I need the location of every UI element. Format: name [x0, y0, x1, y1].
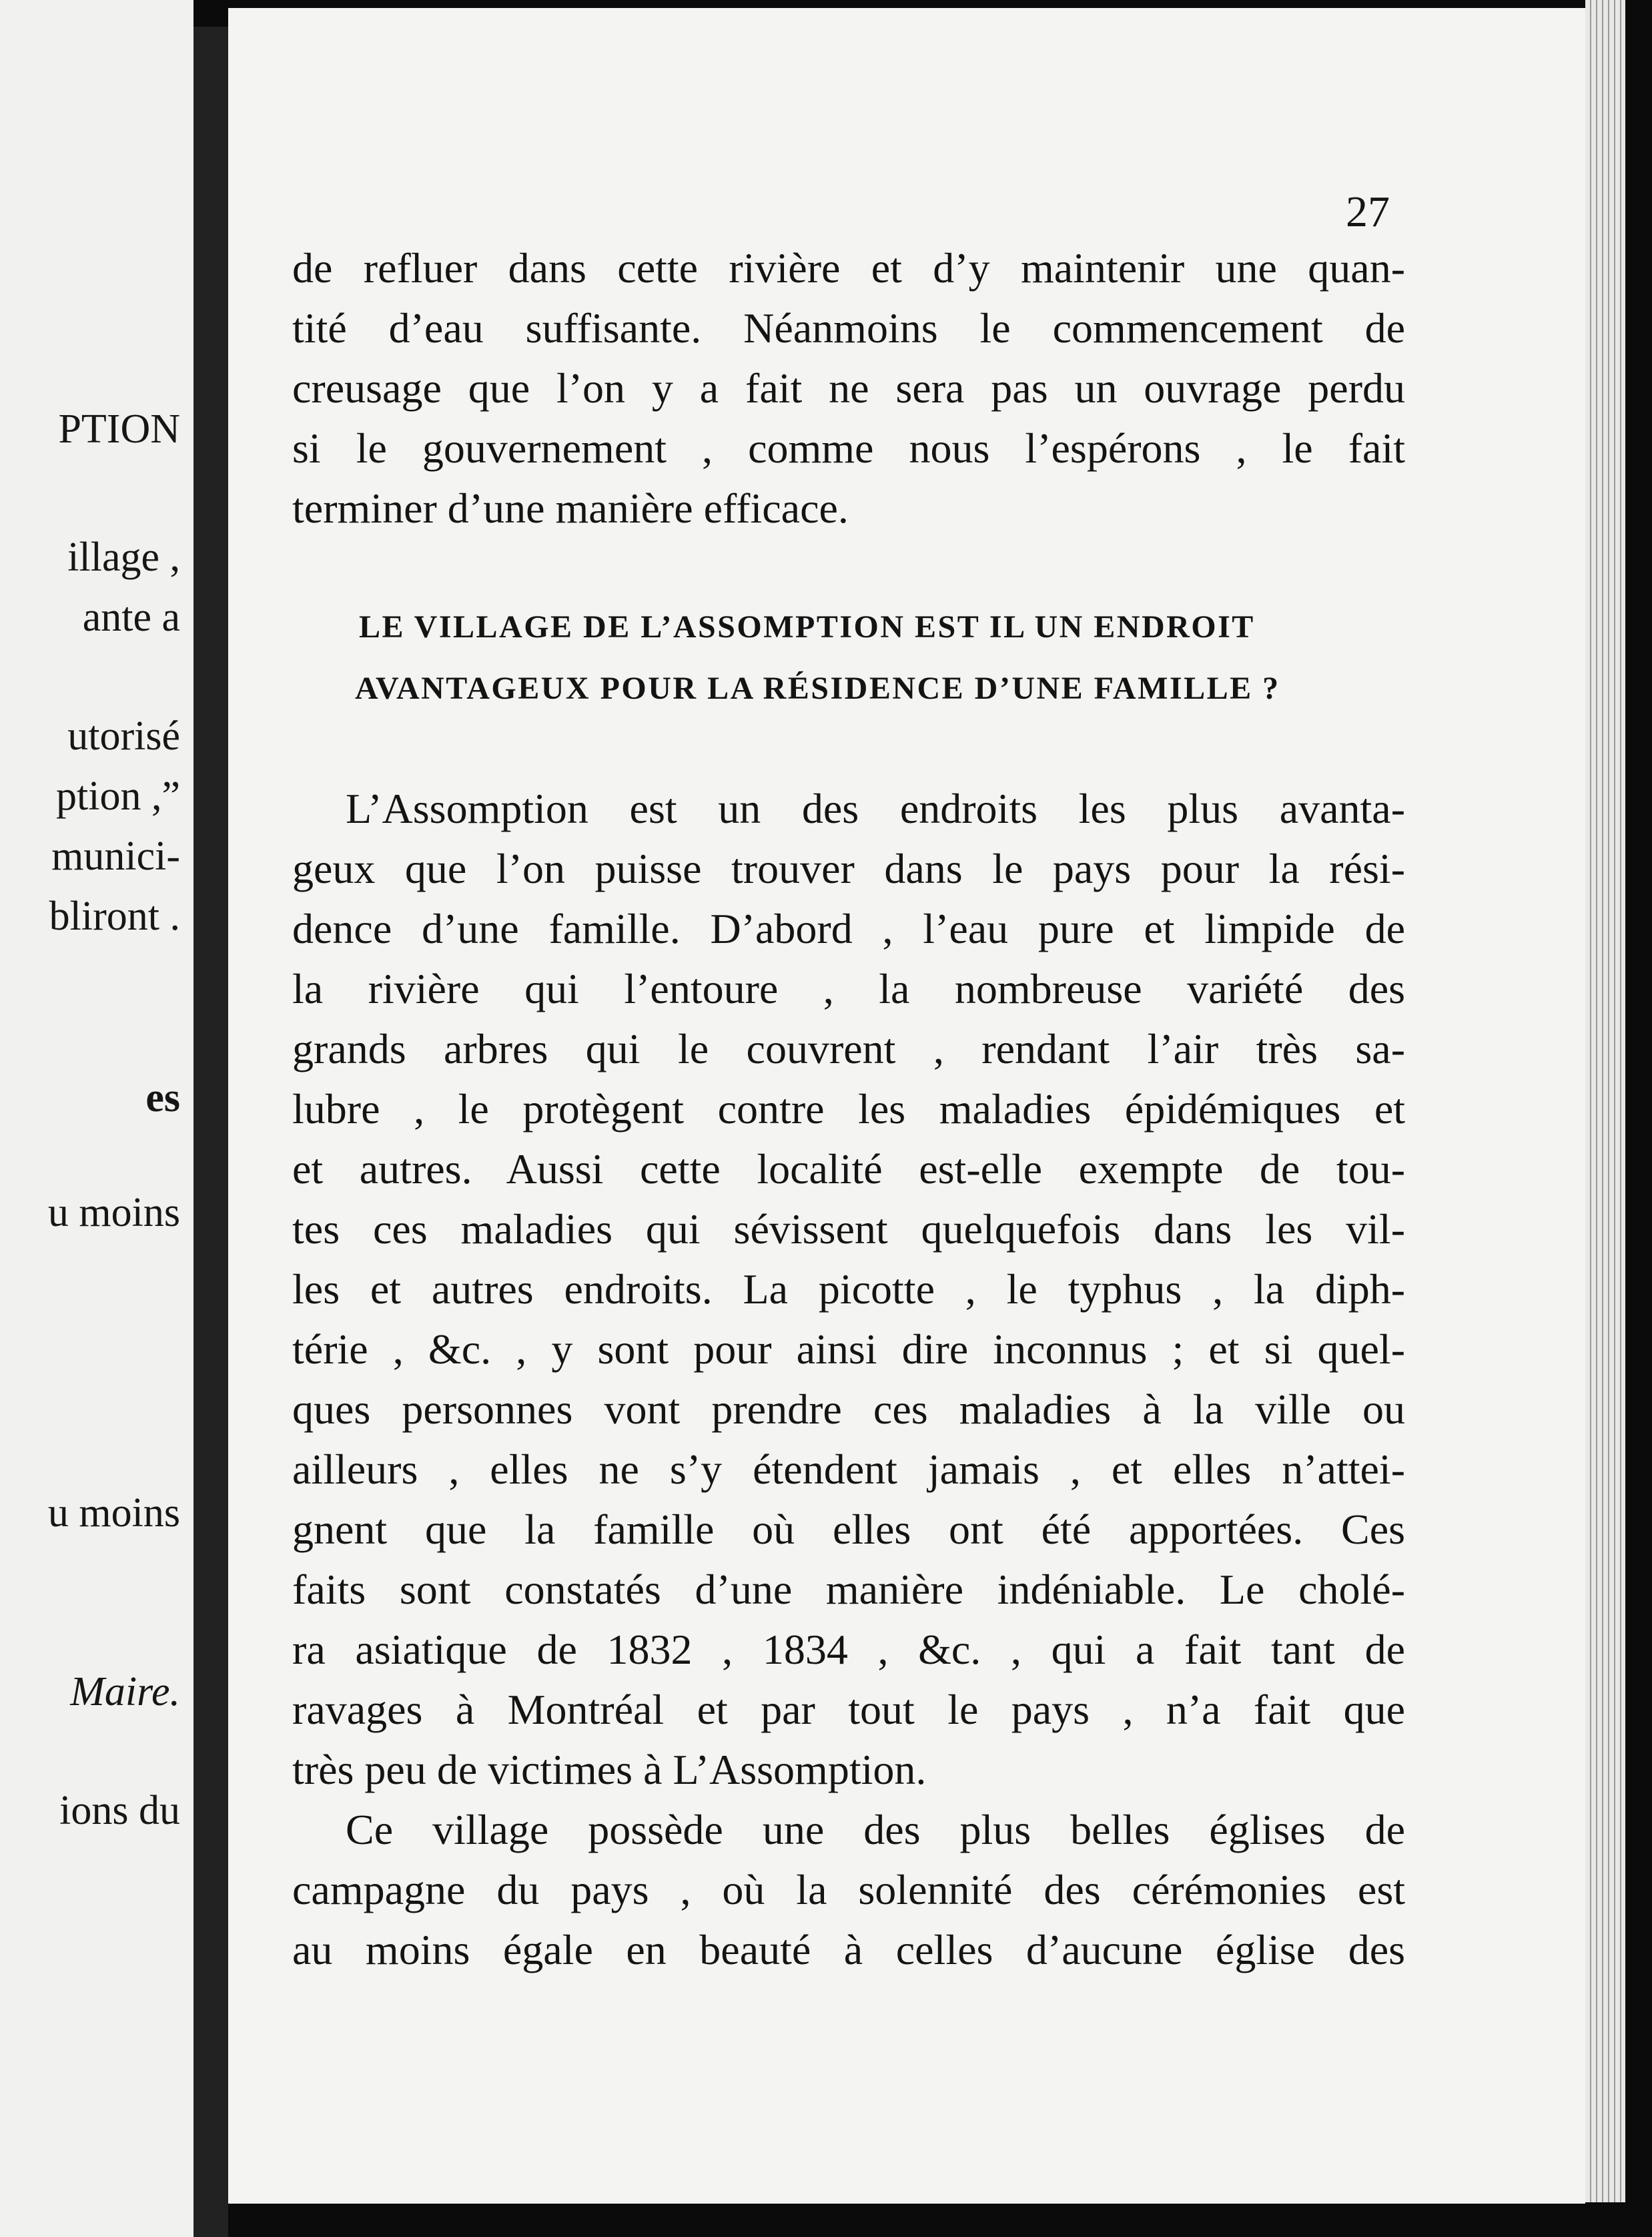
text-line: ailleurs , elles ne s’y étendent jamais , et elles n’attei- — [292, 1446, 1405, 1493]
text-line: terminer d’une manière efficace. — [292, 485, 849, 532]
text-line: tité d’eau suffisante. Néanmoins le commencement de — [292, 304, 1405, 352]
text-line: tes ces maladies qui sévissent quelquefois dans les vil- — [292, 1205, 1405, 1253]
section-heading: AVANTAGEUX POUR LA RÉSIDENCE D’UNE FAMILLE ? — [355, 671, 1280, 706]
facing-page-fragment: Maire. — [70, 1669, 180, 1714]
facing-page-fragment: bliront . — [49, 894, 180, 939]
facing-page-fragment: utorisé — [67, 713, 180, 759]
facing-page-fragment: ption ,” — [56, 773, 180, 819]
text-line: ra asiatique de 1832 , 1834 , &c. , qui a fait tant de — [292, 1626, 1405, 1673]
text-line: geux que l’on puisse trouver dans le pays pour la rési- — [292, 845, 1405, 892]
text-line: ravages à Montréal et par tout le pays , n’a fait que — [292, 1686, 1405, 1733]
text-line: de refluer dans cette rivière et d’y maintenir une quan- — [292, 244, 1405, 292]
facing-page-fragment: PTION — [58, 406, 180, 452]
facing-page-edge — [0, 0, 193, 2237]
page-stack-edges — [1585, 0, 1625, 2202]
text-line: la rivière qui l’entoure , la nombreuse variété des — [292, 965, 1405, 1012]
page-number: 27 — [1346, 188, 1390, 236]
facing-page-fragment: illage , — [67, 535, 180, 580]
section-heading: LE VILLAGE DE L’ASSOMPTION EST IL UN ENDROIT — [359, 609, 1255, 645]
facing-page-fragment: munici- — [51, 834, 180, 879]
text-line: L’Assomption est un des endroits les plus avanta- — [346, 785, 1405, 832]
text-line: faits sont constatés d’une manière indéniable. Le cholé- — [292, 1566, 1405, 1613]
text-line: térie , &c. , y sont pour ainsi dire inconnus ; et si quel- — [292, 1325, 1405, 1373]
text-line: creusage que l’on y a fait ne sera pas un ouvrage perdu — [292, 364, 1405, 412]
text-line: ques personnes vont prendre ces maladies à la ville ou — [292, 1385, 1405, 1433]
text-line: gnent que la famille où elles ont été apportées. Ces — [292, 1506, 1405, 1553]
text-line: Ce village possède une des plus belles églises de — [346, 1806, 1405, 1853]
book-page — [228, 8, 1585, 2204]
facing-page-fragment: es — [145, 1075, 180, 1121]
facing-page-fragment: u moins — [47, 1490, 180, 1536]
text-line: si le gouvernement , comme nous l’espérons , le fait — [292, 424, 1405, 472]
text-line: et autres. Aussi cette localité est-elle exempte de tou- — [292, 1145, 1405, 1193]
text-line: au moins égale en beauté à celles d’aucune église des — [292, 1926, 1405, 1973]
text-line: les et autres endroits. La picotte , le typhus , la diph- — [292, 1265, 1405, 1313]
text-line: lubre , le protègent contre les maladies épidémiques et — [292, 1085, 1405, 1133]
book-gutter — [193, 27, 228, 2237]
text-line: très peu de victimes à L’Assomption. — [292, 1746, 927, 1793]
text-line: grands arbres qui le couvrent , rendant l’air très sa- — [292, 1025, 1405, 1072]
text-line: campagne du pays , où la solennité des cérémonies est — [292, 1866, 1405, 1913]
facing-page-fragment: ions du — [59, 1788, 180, 1833]
facing-page-fragment: u moins — [47, 1190, 180, 1235]
text-line: dence d’une famille. D’abord , l’eau pure et limpide de — [292, 905, 1405, 952]
facing-page-fragment: ante a — [82, 595, 180, 640]
